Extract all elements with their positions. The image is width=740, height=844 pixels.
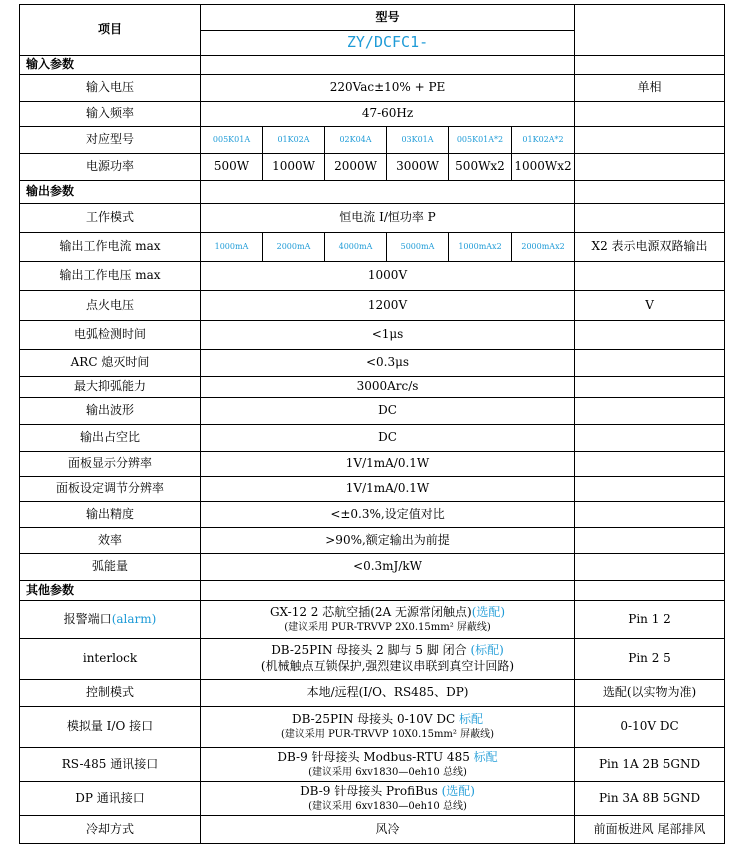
power-cell: 500Wx2 [449, 154, 512, 181]
row-label: 输出占空比 [20, 425, 201, 452]
row-label: 电源功率 [20, 154, 201, 181]
row-value: 1000V [201, 262, 575, 291]
row-label: 模拟量 I/O 接口 [20, 707, 201, 748]
row-label: RS-485 通讯接口 [20, 748, 201, 782]
row-note: Pin 1 2 [575, 601, 725, 639]
row-note: Pin 2 5 [575, 639, 725, 680]
row-label: 报警端口(alarm) [20, 601, 201, 639]
model-cell: 03K01A [387, 127, 449, 154]
row-value: <1μs [201, 321, 575, 350]
row-value: >90%,额定输出为前提 [201, 528, 575, 554]
row-value: 1200V [201, 291, 575, 321]
row-label: 最大抑弧能力 [20, 377, 201, 398]
row-label: 工作模式 [20, 204, 201, 233]
power-cell: 500W [201, 154, 263, 181]
row-note: X2 表示电源双路输出 [575, 233, 725, 262]
row-label: 面板显示分辨率 [20, 452, 201, 477]
row-label: 输出波形 [20, 398, 201, 425]
model-cell: 01K02A [263, 127, 325, 154]
row-note: 前面板进风 尾部排风 [575, 816, 725, 844]
row-value: <±0.3%,设定值对比 [201, 502, 575, 528]
power-cell: 3000W [387, 154, 449, 181]
row-label: 对应型号 [20, 127, 201, 154]
row-label: DP 通讯接口 [20, 782, 201, 816]
model-cell: 005K01A [201, 127, 263, 154]
row-label: ARC 熄灭时间 [20, 350, 201, 377]
current-cell: 5000mA [387, 233, 449, 262]
header-note [575, 5, 725, 56]
row-value: <0.3mJ/kW [201, 554, 575, 581]
row-label: 输入频率 [20, 102, 201, 127]
row-label: 电弧检测时间 [20, 321, 201, 350]
spec-sheet [19, 4, 724, 844]
row-note: Pin 3A 8B 5GND [575, 782, 725, 816]
row-label: 输入电压 [20, 75, 201, 102]
row-label: 输出工作电流 max [20, 233, 201, 262]
current-cell: 1000mA [201, 233, 263, 262]
row-label: 面板设定调节分辨率 [20, 477, 201, 502]
row-label: 点火电压 [20, 291, 201, 321]
row-value: DC [201, 425, 575, 452]
row-label: 冷却方式 [20, 816, 201, 844]
spec-table [19, 4, 725, 844]
current-cell: 2000mA [263, 233, 325, 262]
row-value: DB-9 针母接头 Modbus-RTU 485 标配 (建议采用 6xv1830—0eh10 总线) [201, 748, 575, 782]
row-value: DB-25PIN 母接头 2 脚与 5 脚 闭合 (标配) (机械触点互锁保护,强烈建议串联到真空计回路) [201, 639, 575, 680]
power-cell: 1000Wx2 [512, 154, 575, 181]
row-label: interlock [20, 639, 201, 680]
row-value: GX-12 2 芯航空插(2A 无源常闭触点)(选配) (建议采用 PUR-TRVVP 2X0.15mm² 屏蔽线) [201, 601, 575, 639]
section-other: 其他参数 [20, 581, 201, 601]
current-cell: 1000mAx2 [449, 233, 512, 262]
row-label: 输出精度 [20, 502, 201, 528]
row-value: 本地/远程(I/O、RS485、DP) [201, 680, 575, 707]
row-label: 弧能量 [20, 554, 201, 581]
row-value: <0.3μs [201, 350, 575, 377]
header-model-value: ZY/DCFC1- [201, 31, 575, 56]
row-value: 47-60Hz [201, 102, 575, 127]
row-value: DB-25PIN 母接头 0-10V DC 标配 (建议采用 PUR-TRVVP 10X0.15mm² 屏蔽线) [201, 707, 575, 748]
row-note: 单相 [575, 75, 725, 102]
row-note: 选配(以实物为准) [575, 680, 725, 707]
power-cell: 2000W [325, 154, 387, 181]
current-cell: 2000mAx2 [512, 233, 575, 262]
current-cell: 4000mA [325, 233, 387, 262]
row-value: 3000Arc/s [201, 377, 575, 398]
row-label: 控制模式 [20, 680, 201, 707]
model-cell: 01K02A*2 [512, 127, 575, 154]
row-note: Pin 1A 2B 5GND [575, 748, 725, 782]
row-value: DB-9 针母接头 ProfiBus (选配) (建议采用 6xv1830—0eh10 总线) [201, 782, 575, 816]
model-cell: 02K04A [325, 127, 387, 154]
row-value: 风冷 [201, 816, 575, 844]
model-cell: 005K01A*2 [449, 127, 512, 154]
row-note: V [575, 291, 725, 321]
header-model-label: 型号 [201, 5, 575, 31]
row-label: 输出工作电压 max [20, 262, 201, 291]
row-value: 1V/1mA/0.1W [201, 452, 575, 477]
row-value: DC [201, 398, 575, 425]
row-value: 恒电流 I/恒功率 P [201, 204, 575, 233]
row-value: 220Vac±10% + PE [201, 75, 575, 102]
section-input: 输入参数 [20, 56, 201, 75]
header-item: 项目 [20, 5, 201, 56]
row-value: 1V/1mA/0.1W [201, 477, 575, 502]
row-label: 效率 [20, 528, 201, 554]
power-cell: 1000W [263, 154, 325, 181]
row-note: 0-10V DC [575, 707, 725, 748]
section-output: 输出参数 [20, 181, 201, 204]
